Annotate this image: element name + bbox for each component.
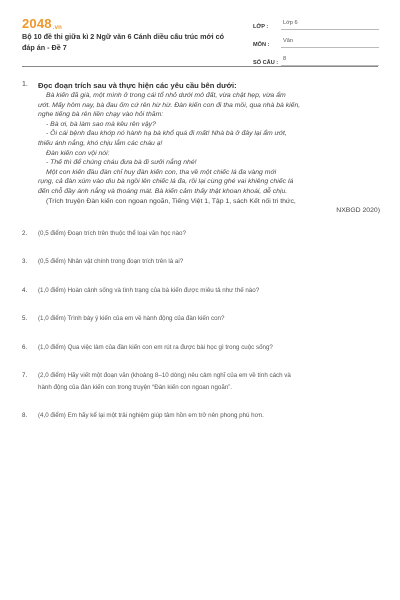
passage-line: thiếu ánh nắng, khó chịu lắm các cháu ạ! — [38, 139, 163, 147]
passage-line: ướt. Mấy hôm nay, bà đau ốm cứ rên hừ hừ. Đàn kiến con đi tha mồi, qua nhà bà kiến, — [38, 101, 301, 109]
question-text: (1,0 điểm) Hoàn cảnh sống và tình trạng của bà kiến được miêu tả như thế nào? — [38, 286, 260, 294]
exam-title — [22, 31, 227, 53]
question-text — [38, 370, 380, 393]
passage-line: Bà kiến đã già, một mình ở trong cái tổ nhỏ dưới mô đất, vừa chật hẹp, vừa ẩm — [46, 92, 286, 99]
question-4 — [22, 285, 380, 297]
question-number: 5. — [22, 315, 28, 323]
question-number: 4. — [22, 286, 28, 294]
passage-line: nghe tiếng bà rên liền chạy vào hỏi thăm: — [38, 111, 164, 119]
meta-row-subject — [253, 34, 379, 48]
question-7 — [22, 370, 380, 393]
question-text: (0,5 điểm) Nhân vật chính trong đoạn trích trên là ai? — [38, 258, 184, 266]
passage-line: rụng, cả đàn xúm vào dìu bà ngồi lên chiếc lá đa, rồi lại cùng ghé vai khiêng chiếc lá — [38, 178, 294, 186]
meta-value: Văn — [281, 37, 379, 48]
question-2 — [22, 228, 380, 240]
passage-line: đến chỗ đầy ánh nắng và thoáng mát. Bà kiến cảm thấy thật khoan khoái, dễ chịu. — [38, 187, 288, 195]
reading-passage — [38, 91, 380, 197]
question-number: 7. — [22, 372, 28, 380]
question-number: 3. — [22, 258, 28, 266]
question-text: (1,0 điểm) Qua việc làm của đàn kiến con em rút ra được bài học gì trong cuộc sống? — [38, 343, 273, 351]
passage-line: - Ôi cái bệnh đau khớp nó hành hạ bà khổ quá đi mất! Nhà bà ở đây lại ẩm ướt, — [46, 130, 287, 138]
question-8 — [22, 410, 380, 422]
logo-suffix: .vn — [52, 25, 63, 31]
question-3 — [22, 256, 380, 268]
question-number: 8. — [22, 412, 28, 420]
question-6 — [22, 342, 380, 354]
passage-source-line2: NXBGD 2020) — [336, 207, 380, 215]
exam-title-line1: Bộ 10 đề thi giữa kì 2 Ngữ văn 6 Cánh diều cấu trúc mới có — [22, 32, 225, 41]
passage-line: Một con kiến đầu đàn chỉ huy đàn kiến con, tha về một chiếc lá đa vàng mới — [46, 168, 277, 176]
passage-line: - Thế thì để chúng cháu đưa bà đi sưởi nắng nhé! — [46, 159, 197, 167]
meta-label: MÔN : — [253, 42, 270, 48]
exam-meta — [253, 16, 379, 70]
exam-title-line2: đáp án - Đề 7 — [22, 43, 67, 52]
meta-label: LỚP : — [253, 24, 269, 30]
question-text-line: (2,0 điểm) Hãy viết một đoạn văn (khoảng 8–10 dòng) nêu cảm nghĩ của em về tính cách và — [38, 372, 291, 380]
site-logo[interactable] — [22, 16, 62, 31]
question-number: 2. — [22, 229, 28, 237]
exam-content — [22, 81, 380, 422]
question-1-body — [38, 81, 380, 216]
question-1 — [22, 81, 380, 216]
question-text: (0,5 điểm) Đoạn trích trên thuộc thể loại văn học nào? — [38, 229, 186, 237]
question-text: (4,0 điểm) Em hãy kể lại một trải nghiệm giúp tâm hồn em trở nên phong phú hơn. — [38, 412, 264, 420]
meta-row-class — [253, 16, 379, 30]
meta-value: Lớp 6 — [281, 19, 379, 30]
passage-line: - Bà ơi, bà làm sao mà kêu rên vậy? — [46, 120, 156, 128]
question-5 — [22, 313, 380, 325]
meta-label: SỐ CÂU : — [253, 60, 279, 66]
passage-source-line1: (Trích truyện Đàn kiến con ngoan ngoãn, Tiếng Việt 1, Tập 1, sách Kết nối tri thức, — [46, 197, 296, 205]
question-1-title: Đọc đoạn trích sau và thực hiện các yêu cầu bên dưới: — [38, 81, 237, 90]
logo-main: 2048 — [22, 16, 52, 31]
question-text: (1,0 điểm) Trình bày ý kiến của em về hành động của đàn kiến con? — [38, 315, 225, 323]
question-text-line: hành động của đàn kiến con trong truyện “Đàn kiến con ngoan ngoãn”. — [38, 383, 233, 391]
meta-row-question-count — [253, 52, 379, 66]
question-number: 6. — [22, 343, 28, 351]
question-number: 1. — [22, 81, 28, 88]
header-divider — [22, 66, 378, 67]
passage-line: Đàn kiến con vội nói: — [46, 149, 110, 157]
meta-value: 8 — [281, 55, 379, 66]
